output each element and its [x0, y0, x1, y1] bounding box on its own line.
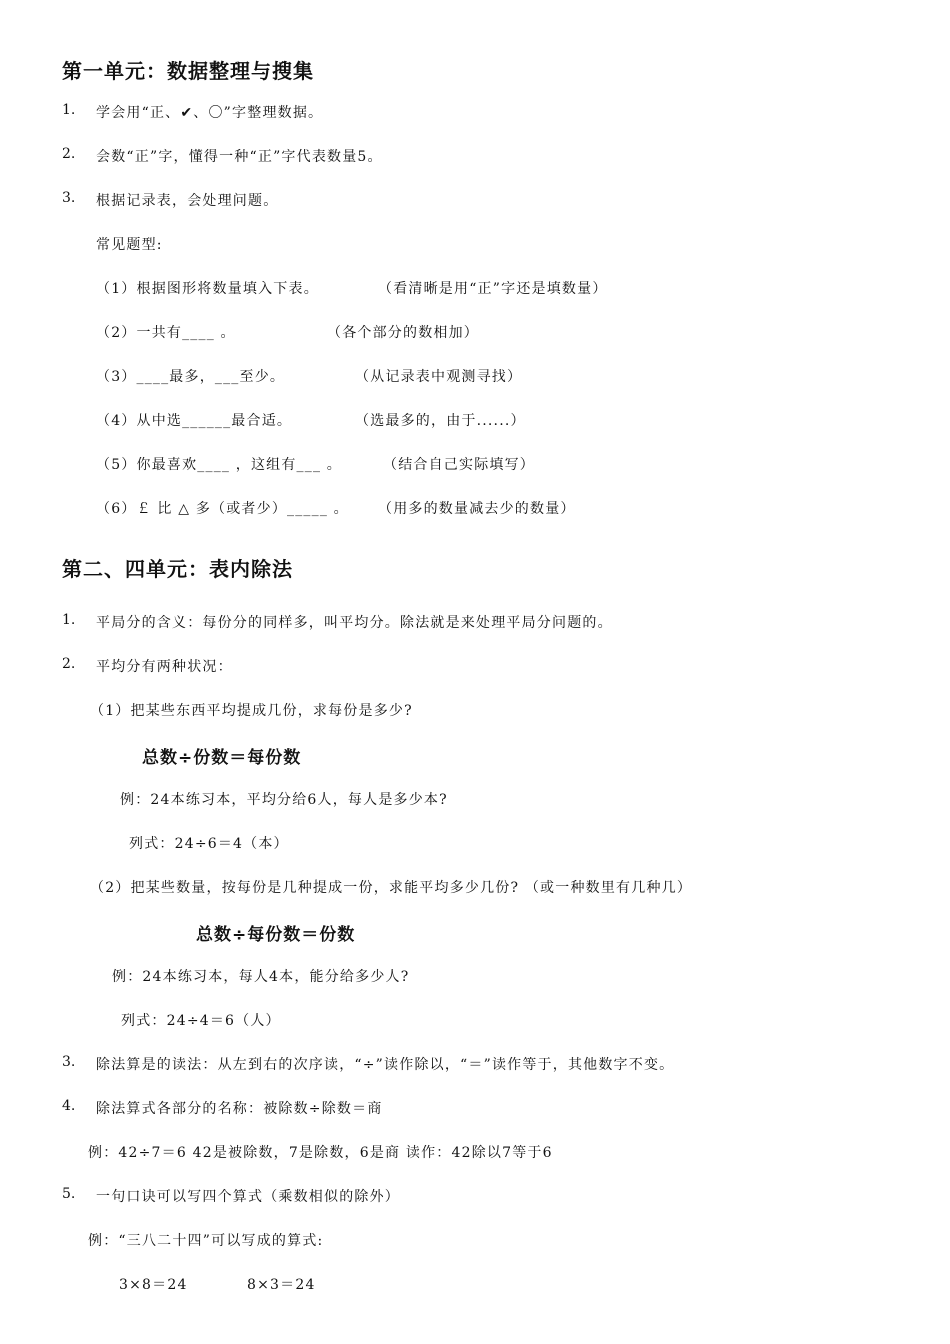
question-6: （6）￡ 比 △ 多（或者少）_____ 。: [96, 501, 349, 517]
case-2-formula: 总数÷每份数＝份数: [196, 925, 356, 945]
question-2: （2）一共有____ 。: [96, 325, 236, 341]
unit1-title: 第一单元：数据整理与搜集: [62, 59, 314, 83]
unit1-item-1-number: 1.: [62, 102, 76, 118]
unit2-item-4-example: 例：42÷7＝6 42是被除数，7是除数，6是商 读作：42除以7等于6: [88, 1145, 553, 1161]
unit1-item-1: 学会用“正、✔、〇”字整理数据。: [96, 105, 324, 121]
unit2-item-4-number: 4.: [62, 1098, 76, 1114]
unit1-item-3: 根据记录表，会处理问题。: [96, 193, 279, 209]
equation-2: 8×3＝24: [247, 1277, 316, 1293]
case-1-text: （1）把某些东西平均提成几份，求每份是多少?: [90, 703, 413, 719]
unit1-item-2: 会数“正”字，懂得一种“正”字代表数量5。: [96, 149, 383, 165]
question-3-hint: （从记录表中观测寻找）: [355, 369, 523, 385]
unit2-item-2: 平均分有两种状况：: [96, 659, 233, 675]
common-types-label: 常见题型:: [96, 237, 163, 253]
question-5: （5）你最喜欢____ ，这组有___ 。: [96, 457, 343, 473]
unit2-item-2-number: 2.: [62, 656, 76, 672]
question-4-hint: （选最多的，由于......）: [355, 413, 526, 429]
case-1-formula: 总数÷份数＝每份数: [142, 748, 302, 768]
unit2-item-5: 一句口诀可以写四个算式（乘数相似的除外）: [96, 1189, 400, 1205]
unit2-item-1-number: 1.: [62, 612, 76, 628]
question-6-hint: （用多的数量减去少的数量）: [378, 501, 576, 517]
case-2-example: 例：24本练习本，每人4本，能分给多少人?: [112, 969, 410, 985]
case-2-equation: 列式：24÷4＝6（人）: [121, 1013, 281, 1029]
question-1-hint: （看清晰是用“正”字还是填数量）: [378, 281, 608, 297]
case-1-example: 例：24本练习本，平均分给6人，每人是多少本?: [120, 792, 448, 808]
equation-1: 3×8＝24: [119, 1277, 188, 1293]
unit2-item-3: 除法算是的读法：从左到右的次序读，“÷”读作除以，“＝”读作等于，其他数字不变。: [96, 1057, 675, 1073]
unit2-item-1: 平局分的含义：每份分的同样多，叫平均分。除法就是来处理平局分问题的。: [96, 615, 613, 631]
unit2-item-5-number: 5.: [62, 1186, 76, 1202]
question-2-hint: （各个部分的数相加）: [327, 325, 479, 341]
case-2-text: （2）把某些数量，按每份是几种提成一份，求能平均多少几份? （或一种数里有几种几）: [90, 880, 693, 896]
unit2-item-3-number: 3.: [62, 1054, 76, 1070]
question-5-hint: （结合自己实际填写）: [383, 457, 535, 473]
case-1-equation: 列式：24÷6＝4（本）: [129, 836, 289, 852]
unit1-item-2-number: 2.: [62, 146, 76, 162]
unit2-title: 第二、四单元：表内除法: [62, 557, 293, 581]
unit1-item-3-number: 3.: [62, 190, 76, 206]
question-3: （3）____最多，___至少。: [96, 369, 286, 385]
unit2-item-4: 除法算式各部分的名称：被除数÷除数＝商: [96, 1101, 383, 1117]
question-1: （1）根据图形将数量填入下表。: [96, 281, 319, 297]
unit2-item-5-example: 例：“三八二十四”可以写成的算式:: [88, 1233, 324, 1249]
question-4: （4）从中选______最合适。: [96, 413, 293, 429]
